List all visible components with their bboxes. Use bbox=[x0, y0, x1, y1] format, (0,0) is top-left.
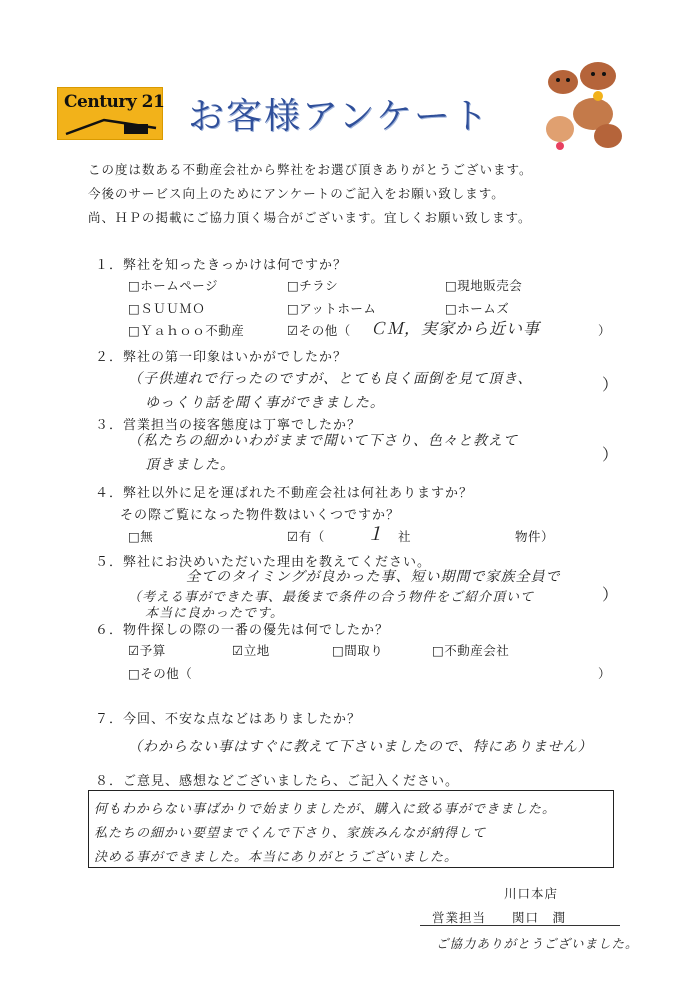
q2-close-paren: ） bbox=[602, 375, 619, 394]
q6-close-paren: ） bbox=[598, 666, 612, 681]
q6-option-other[interactable]: □その他（ bbox=[128, 666, 193, 681]
q4-question: ４．弊社以外に足を運ばれた不動産会社は何社ありますか？ bbox=[95, 486, 474, 501]
q6-option-budget[interactable]: ☑予算 bbox=[128, 643, 166, 658]
staff-label: 営業担当 bbox=[432, 910, 487, 925]
q1-option-homes[interactable]: □ホームズ bbox=[445, 301, 510, 316]
q6-question: ６．物件探しの際の一番の優先は何でしたか？ bbox=[95, 623, 390, 638]
intro-line-1: この度は数ある不動産会社から弊社をお選び頂きありがとうございます。 bbox=[88, 162, 533, 177]
q1-question: １．弊社を知ったきっかけは何ですか？ bbox=[95, 258, 348, 273]
branch-name: 川口本店 bbox=[504, 886, 559, 901]
q2-answer-line-1: （子供連れで行ったのですが、とても良く面倒を見て頂き、 bbox=[128, 371, 533, 387]
q1-option-yahoo[interactable]: □Ｙａｈｏｏ不動産 bbox=[128, 323, 245, 338]
q8-answer-line-2: 私たちの細かい要望までくんで下さり、家族みんなが納得して bbox=[94, 826, 487, 841]
q4-option-none[interactable]: □無 bbox=[128, 529, 154, 544]
q1-close-paren: ） bbox=[598, 323, 612, 338]
q1-option-athome[interactable]: □アットホーム bbox=[287, 301, 377, 316]
q5-close-paren: ） bbox=[602, 585, 619, 604]
house-roof-icon bbox=[64, 114, 158, 136]
q5-question: ５．弊社にお決めいただいた理由を教えてください。 bbox=[95, 555, 432, 570]
q5-answer-line-1: 全てのタイミングが良かった事、短い期間で家族全員で bbox=[186, 569, 561, 585]
century21-logo bbox=[57, 87, 163, 140]
intro-line-2: 今後のサービス向上のためにアンケートのご記入をお願い致します。 bbox=[88, 186, 505, 201]
q1-option-open-house[interactable]: □現地販売会 bbox=[445, 278, 523, 293]
q3-answer-line-1: （私たちの細かいわがままで聞いて下さり、色々と教えて bbox=[128, 433, 518, 449]
q4-option-yes[interactable]: ☑有（ bbox=[287, 529, 325, 544]
q4-company-count: １ bbox=[366, 524, 385, 545]
q1-option-homepage[interactable]: □ホームページ bbox=[128, 278, 219, 293]
signature-underline bbox=[420, 925, 620, 926]
q5-answer-line-3: 本当に良かったです。 bbox=[145, 606, 284, 621]
thanks-text: ご協力ありがとうございました。 bbox=[436, 936, 639, 951]
q1-option-suumo[interactable]: □ＳＵＵＭＯ bbox=[128, 301, 206, 316]
q2-question: ２．弊社の第一印象はいかがでしたか？ bbox=[95, 350, 348, 365]
q5-answer-line-2: （考える事ができた事、最後まで条件の合う物件をご紹介頂いて bbox=[128, 590, 535, 605]
q4-unit-property: 物件） bbox=[515, 529, 555, 544]
dog-mascot-icon bbox=[538, 54, 628, 154]
q4-question-2: その際ご覧になった物件数はいくつですか？ bbox=[120, 508, 401, 523]
q8-question: ８．ご意見、感想などございましたら、ご記入ください。 bbox=[95, 774, 460, 789]
intro-line-3: 尚、ＨＰの掲載にご協力頂く場合がございます。宜しくお願い致します。 bbox=[88, 210, 532, 225]
q6-option-location[interactable]: ☑立地 bbox=[232, 643, 270, 658]
q4-unit-company: 社 bbox=[398, 529, 412, 544]
q8-answer-line-3: 決める事ができました。本当にありがとうございました。 bbox=[94, 850, 459, 865]
q6-option-layout[interactable]: □間取り bbox=[332, 643, 384, 658]
q3-answer-line-2: 頂きました。 bbox=[145, 457, 235, 473]
staff-name: 関口 潤 bbox=[512, 910, 567, 925]
logo-text: Century 21 bbox=[64, 92, 165, 112]
q1-option-other[interactable]: ☑その他（ bbox=[287, 323, 351, 338]
q3-close-paren: ） bbox=[602, 445, 619, 464]
q7-question: ７．今回、不安な点などはありましたか？ bbox=[95, 712, 362, 727]
q6-option-company[interactable]: □不動産会社 bbox=[432, 643, 510, 658]
q8-answer-line-1: 何もわからない事ばかりで始まりましたが、購入に致る事ができました。 bbox=[94, 802, 557, 817]
q2-answer-line-2: ゆっくり話を聞く事ができました。 bbox=[145, 395, 385, 411]
page-title: お客様アンケート bbox=[188, 96, 490, 137]
q1-option-flyer[interactable]: □チラシ bbox=[287, 278, 339, 293]
q7-answer: （わからない事はすぐに教えて下さいましたので、特にありません） bbox=[128, 739, 593, 755]
q1-other-answer: ＣＭ，実家から近い事 bbox=[370, 319, 541, 338]
q3-question: ３．営業担当の接客態度は丁寧でしたか？ bbox=[95, 418, 362, 433]
